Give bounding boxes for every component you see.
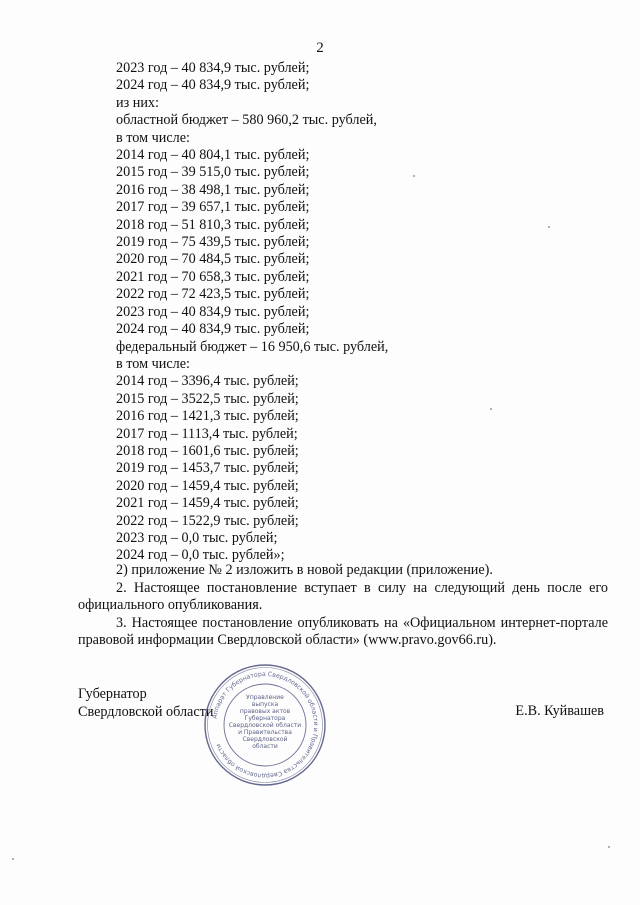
seal-center-line: области — [252, 743, 278, 750]
scan-speck — [490, 408, 492, 410]
list-line: областной бюджет – 580 960,2 тыс. рублей, — [116, 112, 377, 129]
list-line: 2021 год – 70 658,3 тыс. рублей; — [116, 268, 310, 285]
signatory-title — [78, 686, 213, 721]
list-line: в том числе: — [116, 129, 190, 146]
seal-center-line: и Правительства — [238, 729, 292, 736]
signatory-title-line1: Губернатор — [78, 686, 147, 702]
list-line: 2016 год – 1421,3 тыс. рублей; — [116, 408, 299, 425]
paragraph-appendix: 2) приложение № 2 изложить в новой редакции (приложение). — [116, 562, 493, 578]
official-seal-stamp — [203, 663, 327, 787]
list-line: 2017 год – 39 657,1 тыс. рублей; — [116, 199, 310, 216]
signatory-title-line2: Свердловской области — [78, 703, 214, 720]
list-line: из них: — [116, 94, 159, 111]
list-line: 2014 год – 3396,4 тыс. рублей; — [116, 373, 299, 390]
list-line: 2015 год – 3522,5 тыс. рублей; — [116, 390, 299, 407]
list-line: 2023 год – 40 834,9 тыс. рублей; — [116, 60, 310, 76]
list-line: 2020 год – 1459,4 тыс. рублей; — [116, 477, 299, 494]
scan-speck — [413, 175, 415, 177]
list-line: 2024 год – 40 834,9 тыс. рублей; — [116, 321, 310, 338]
list-line: 2019 год – 75 439,5 тыс. рублей; — [116, 234, 310, 251]
list-line: федеральный бюджет – 16 950,6 тыс. рублей, — [116, 338, 389, 355]
seal-center-line: Управление — [246, 694, 284, 701]
seal-center-line: Губернатора — [244, 715, 286, 722]
resolution-paragraphs — [78, 562, 608, 650]
seal-center-line: выпуска — [251, 701, 279, 708]
list-line: 2023 год – 40 834,9 тыс. рублей; — [116, 303, 310, 320]
list-line: 2018 год – 1601,6 тыс. рублей; — [116, 442, 299, 459]
scan-speck — [12, 858, 14, 860]
list-line: 2020 год – 70 484,5 тыс. рублей; — [116, 251, 310, 268]
list-line: 2024 год – 0,0 тыс. рублей»; — [116, 547, 285, 564]
list-line: 2016 год – 38 498,1 тыс. рублей; — [116, 181, 310, 198]
list-line: 2015 год – 39 515,0 тыс. рублей; — [116, 164, 310, 181]
list-line: 2021 год – 1459,4 тыс. рублей; — [116, 495, 299, 512]
list-line: 2018 год – 51 810,3 тыс. рублей; — [116, 216, 310, 233]
paragraph-effective-date: 2. Настоящее постановление вступает в силу на следующий день после его официального опубликования. — [78, 579, 608, 614]
list-line: 2014 год – 40 804,1 тыс. рублей; — [116, 147, 310, 164]
seal-center-line: Свердловской — [242, 736, 288, 743]
paragraph-publication: 3. Настоящее постановление опубликовать на «Официальном интернет-портале правовой информации Свердловской области» (www.pravo.gov66.ru). — [78, 614, 608, 649]
list-line: 2022 год – 1522,9 тыс. рублей; — [116, 512, 299, 529]
list-line: в том числе: — [116, 355, 190, 372]
list-line: 2024 год – 40 834,9 тыс. рублей; — [116, 77, 310, 94]
page-number: 2 — [316, 40, 324, 56]
scan-speck — [608, 846, 610, 848]
list-line: 2022 год – 72 423,5 тыс. рублей; — [116, 286, 310, 303]
list-line: 2023 год – 0,0 тыс. рублей; — [116, 529, 278, 546]
seal-center-line: Свердловской области — [228, 722, 302, 729]
list-line: 2019 год – 1453,7 тыс. рублей; — [116, 460, 299, 477]
signatory-name: Е.В. Куйвашев — [515, 703, 604, 719]
seal-center-line: правовых актов — [239, 708, 291, 715]
scan-speck — [548, 226, 550, 228]
list-line: 2017 год – 1113,4 тыс. рублей; — [116, 425, 298, 442]
funding-list — [116, 60, 586, 565]
seal-ring-text: Аппарат Губернатора Свердловской области и Правительства Свердловской области — [211, 670, 320, 780]
